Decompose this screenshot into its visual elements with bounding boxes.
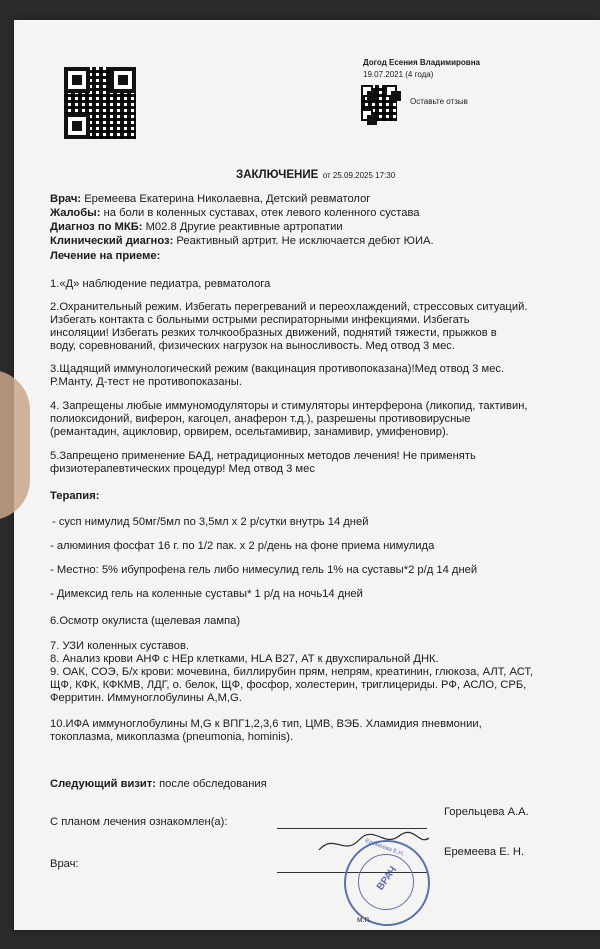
therapy-heading: Терапия: — [50, 490, 100, 502]
item-4-line-2: полиоксидоний, виферон, кагоцел, анаферон т.д.), разрешены противовирусные — [50, 413, 471, 425]
clinical-diagnosis-line: Клинический диагноз: Реактивный артрит. Не исключается дебют ЮИА. — [50, 235, 434, 247]
stamp-center-text: ВРАЧ — [374, 864, 400, 893]
item-5-line-1: 5.Запрещено применение БАД, нетрадиционных методов лечения! Не применять — [50, 450, 476, 462]
item-6: 6.Осмотр окулиста (щелевая лампа) — [50, 615, 241, 627]
therapy-line-1: - сусп нимулид 50мг/5мл по 3,5мл х 2 р/сутки внутрь 14 дней — [52, 516, 369, 528]
item-2-line-1: 2.Охранительный режим. Избегать перегреваний и переохлаждений, стрессовых ситуаций. — [50, 301, 528, 313]
treatment-heading: Лечение на приеме: — [50, 250, 161, 262]
item-3-line-2: Р.Манту, Д-тест не противопоказаны. — [50, 376, 242, 388]
next-visit-line: Следующий визит: после обследования — [50, 778, 267, 790]
therapy-line-2: - алюминия фосфат 16 г. по 1/2 пак. х 2 р/день на фоне приема нимулида — [50, 540, 435, 552]
photographer-finger — [0, 370, 30, 520]
title-date: от 25.09.2025 17:30 — [322, 171, 396, 180]
item-4-line-1: 4. Запрещены любые иммуномодуляторы и стимуляторы интерферона (ликопид, тактивин, — [50, 400, 528, 412]
qr-code-left — [64, 67, 136, 139]
title-text: ЗАКЛЮЧЕНИЕ — [236, 169, 319, 181]
stamp-ring-text: Еремеева Е.Н. — [364, 838, 406, 858]
item-9-line-3: Ферритин. Иммуноглобулины A,M,G. — [50, 692, 242, 704]
acknowledged-name: Горельцева А.А. — [444, 806, 529, 818]
doctor-line: Врач: Еремеева Екатерина Николаевна, Детский ревматолог — [50, 193, 371, 205]
therapy-line-3: - Местно: 5% ибупрофена гель либо нимесулид гель 1% на суставы*2 р/д 14 дней — [50, 564, 478, 576]
item-10-line-1: 10.ИФА иммуноглобулины M,G к ВПГ1,2,3,6 тип, ЦМВ, ВЭБ. Хламидия пневмонии, — [50, 718, 482, 730]
item-4-line-3: (ремантадин, ацикловир, орвирем, осельтамивир, занамивир, умифеновир). — [50, 426, 449, 438]
complaints-line: Жалобы: на боли в коленных суставах, отек левого коленного сустава — [50, 207, 420, 219]
item-5-line-2: физиотерапевтических процедур! Мед отвод 3 мес — [50, 463, 315, 475]
item-2-line-2: Избегать контакта с больными острыми респираторными инфекциями. Избегать — [50, 314, 470, 326]
item-9-line-2: ЩФ, КФК, КФКМВ, ЛДГ, о. белок, ЩФ, фосфор, холестерин, триглицериды. РФ, АСЛО, СРБ, — [50, 679, 527, 691]
icd-line: Диагноз по МКБ: M02.8 Другие реактивные артропатии — [50, 221, 343, 233]
item-2-line-3: инсоляции! Избегать резких толчкообразных движений, поднятий тяжести, прыжков в — [50, 327, 497, 339]
doctor-sign-label: Врач: — [50, 858, 79, 870]
item-2-line-4: воду, соревнований, физических нагрузок на выносливость. Мед отвод 3 мес. — [50, 340, 455, 352]
therapy-line-4: - Димексид гель на коленные суставы* 1 р/д на ночь14 дней — [50, 588, 363, 600]
patient-name: Догод Есения Владимировна — [363, 58, 480, 67]
review-link[interactable]: Оставьте отзыв — [410, 97, 468, 106]
item-3-line-1: 3.Щадящий иммунологический режим (вакцинация противопоказана)!Мед отвод 3 мес. — [50, 363, 505, 375]
document-title — [236, 165, 395, 183]
item-7: 7. УЗИ коленных суставов. — [50, 640, 190, 652]
document-sheet — [14, 20, 600, 930]
item-1: 1.«Д» наблюдение педиатра, ревматолога — [50, 278, 271, 290]
item-9-line-1: 9. ОАК, СОЭ, Б/х крови: мочевина, биллирубин прям, непрям, креатинин, глюкоза, АЛТ, АСТ, — [50, 666, 534, 678]
stamp-mp-label: м.п. — [357, 915, 372, 924]
item-8: 8. Анализ крови АНФ с НЕр клетками, HLA B27, АТ к двухспиральной ДНК. — [50, 653, 439, 665]
qr-code-right[interactable] — [361, 85, 397, 121]
doctor-stamp — [344, 840, 430, 926]
item-10-line-2: токоплазма, микоплазма (pneumonia, hominis). — [50, 731, 294, 743]
acknowledged-label: С планом лечения ознакомлен(а): — [50, 816, 228, 828]
doctor-sign-name: Еремеева Е. Н. — [444, 846, 525, 858]
patient-dob: 19.07.2021 (4 года) — [363, 70, 434, 79]
